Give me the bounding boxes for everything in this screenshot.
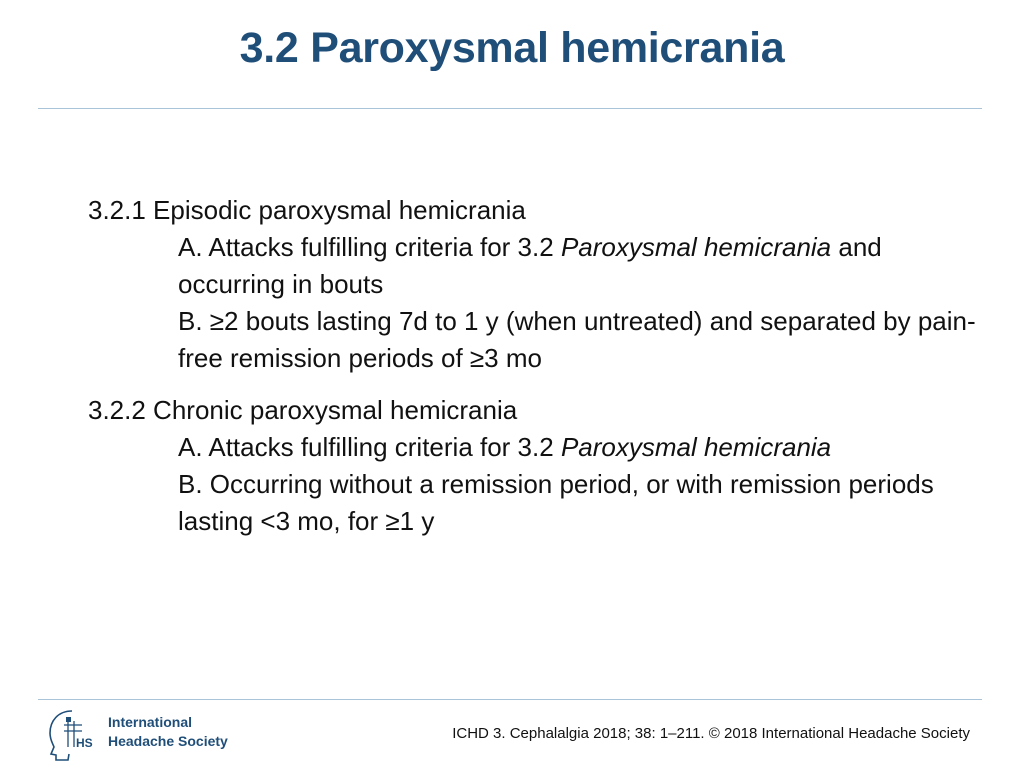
footer-divider <box>38 699 982 700</box>
logo-line-international: International <box>108 714 193 730</box>
section-heading-episodic: 3.2.1 Episodic paroxysmal hemicrania <box>88 195 526 225</box>
criteria-list-episodic <box>178 229 988 377</box>
criterion-italic-text: Paroxysmal hemicrania <box>560 432 832 462</box>
criteria-list-chronic <box>178 429 988 540</box>
logo-wordmark <box>108 713 228 751</box>
logo-line-headache-society: Headache Society <box>108 733 228 749</box>
criteria-content <box>88 192 988 540</box>
criterion-text: A. Attacks fulfilling criteria for 3.2 <box>178 232 561 262</box>
citation-text: ICHD 3. Cephalalgia 2018; 38: 1–211. © 2018 International Headache Society <box>452 725 970 742</box>
criterion-text: A. Attacks fulfilling criteria for 3.2 <box>178 432 561 462</box>
criterion-b-chronic: B. Occurring without a remission period, or with remission periods lasting <3 mo, for ≥1 y <box>178 469 934 536</box>
criterion-b-episodic: B. ≥2 bouts lasting 7d to 1 y (when untreated) and separated by pain-free remission periods of ≥3 mo <box>178 306 976 373</box>
criterion-text: and occurring in bouts <box>178 232 882 299</box>
ihs-logo-icon <box>42 707 102 763</box>
section-heading-chronic: 3.2.2 Chronic paroxysmal hemicrania <box>88 395 518 425</box>
slide-title: 3.2 Paroxysmal hemicrania <box>239 24 785 72</box>
title-divider <box>38 108 982 109</box>
criterion-a-chronic <box>178 429 988 466</box>
criterion-a-episodic <box>178 229 988 303</box>
ihs-logo <box>42 707 232 763</box>
criterion-italic-text: Paroxysmal hemicrania <box>560 232 832 262</box>
svg-text:HS: HS <box>76 736 93 750</box>
